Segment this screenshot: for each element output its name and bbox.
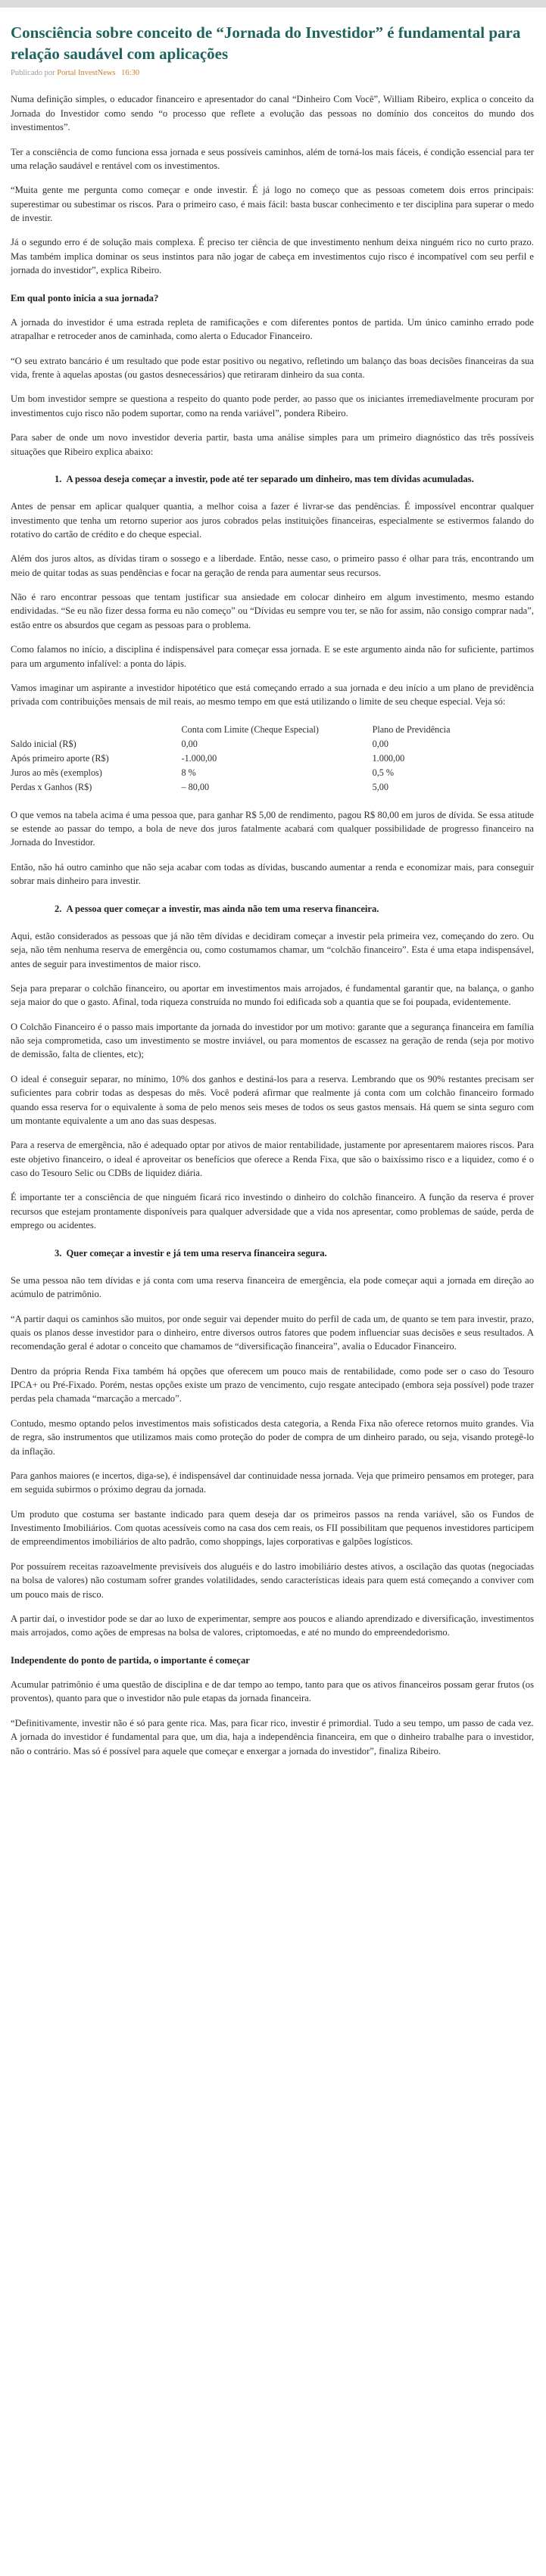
list-item-text: A pessoa deseja começar a investir, pode até ter separado um dinheiro, mas tem dívidas acumuladas.	[66, 473, 474, 484]
list-item-text: A pessoa quer começar a investir, mas ainda não tem uma reserva financeira.	[66, 903, 379, 914]
list-item	[55, 902, 519, 916]
paragraph: “Definitivamente, investir não é só para gente rica. Mas, para ficar rico, investir é primordial. Tudo a seu tempo, um passo de cada vez. A jornada do investidor é fundamental para que, um dia, haja a independência financeira, em que o dinheiro trabalhe para o investidor, não o contrário. Mas só é possível para aquele que começar e enxergar a jornada do investidor”, finaliza Ribeiro.	[11, 1717, 534, 1756]
paragraph: Então, não há outro caminho que não seja acabar com todas as dívidas, buscando aumentar a renda e economizar mais, para conseguir sobrar mais dinheiro para investir.	[11, 861, 534, 887]
paragraph: Se uma pessoa não tem dívidas e já conta com uma reserva financeira de emergência, ela pode começar aqui a jornada em direção ao acúmulo de patrimônio.	[11, 1274, 534, 1300]
section-heading: Independente do ponto de partida, o importante é começar	[11, 1654, 250, 1666]
list-item-number: 3.	[55, 1247, 62, 1258]
table-header-cell: Conta com Limite (Cheque Especial)	[181, 723, 319, 735]
paragraph: Acumular patrimônio é uma questão de disciplina e de dar tempo ao tempo, tanto para que os ativos financeiros possam gerar frutos (os proventos), quanto para que o investidor não pule etapas da jornada financeira.	[11, 1679, 534, 1704]
byline-time: 16:30	[121, 69, 140, 78]
table-cell: Juros ao mês (exemplos)	[11, 767, 102, 778]
paragraph: Para saber de onde um novo investidor deveria partir, basta uma análise simples para um primeiro diagnóstico das três possíveis situações que Ribeiro explica abaixo:	[11, 432, 534, 457]
table-header-cell: Plano de Previdência	[372, 723, 451, 735]
table-row	[11, 737, 513, 751]
paragraph: É importante ter a consciência de que ninguém ficará rico investindo o dinheiro do colchão financeiro. A função da reserva é prover recursos que estejam prontamente disponíveis para qualquer adversidade que a vida nos apresentar, como problemas de saúde, perda de emprego ou acidentes.	[11, 1192, 534, 1231]
paragraph: “Muita gente me pergunta como começar e onde investir. É já logo no começo que as pessoas cometem dois erros principais: superestimar ou subestimar os riscos. Para o primeiro caso, é mais fácil: basta buscar conhecimento e ter disciplina para superar o medo de investir.	[11, 185, 534, 224]
paragraph: Dentro da própria Renda Fixa também há opções que oferecem um pouco mais de rentabilidade, como pode ser o caso do Tesouro IPCA+ ou Pré-Fixado. Porém, nestas opções existe um prazo de vencimento, cujo resgate antecipado (embora seja possível) pode trazer perdas pela chamada “marcação a mercado”.	[11, 1365, 534, 1405]
section-heading: Em qual ponto inicia a sua jornada?	[11, 292, 159, 303]
table-header-row	[11, 723, 513, 737]
paragraph: Ter a consciência de como funciona essa jornada e seus possíveis caminhos, além de torná-los mais fáceis, é condição essencial para ter uma relação saudável e rentável com os investimentos.	[11, 146, 534, 171]
paragraph: O que vemos na tabela acima é uma pessoa que, para ganhar R$ 5,00 de rendimento, pagou R$ 80,00 em juros de dívida. Se essa atitude se estende ao passar do tempo, a bola de neve dos juros fatalmente acabará com qualquer possibilidade de progresso financeiro na Jornada do Investidor.	[11, 809, 534, 848]
paragraph: Além dos juros altos, as dívidas tiram o sossego e a liberdade. Então, nesse caso, o primeiro passo é olhar para trás, encontrando um meio de quitar todas as suas pendências e focar na geração de renda para aumentar seus recursos.	[11, 553, 534, 578]
paragraph: A jornada do investidor é uma estrada repleta de ramificações e com diferentes pontos de partida. Um único caminho errado pode atrapalhar e retroceder anos de caminhada, como alerta o Educador Financeiro.	[11, 316, 534, 342]
paragraph: Aqui, estão considerados as pessoas que já não têm dívidas e decidiram começar a investir pela primeira vez, começando do zero. Ou seja, não têm nenhuma reserva de emergência ou, como costumamos chamar, um “colchão financeiro”. Esta é uma etapa indispensável, antes de seguir para investimentos de maior risco.	[11, 930, 534, 969]
paragraph: “A partir daqui os caminhos são muitos, por onde seguir vai depender muito do perfil de cada um, de quanto se tem para investir, prazo, quais os planos desse investidor para o dinheiro, entre diversos outros fatores que podem influenciar suas decisões e seus resultados. A recomendação geral é adotar o conceito que chamamos de “diversificação financeira”, avalia o Educador Financeiro.	[11, 1313, 534, 1352]
table-cell: 0,00	[372, 738, 388, 749]
table-header-cell	[11, 723, 182, 737]
table-cell: 1.000,00	[372, 752, 405, 764]
page-title: Consciência sobre conceito de “Jornada do Investidor” é fundamental para relação saudável com aplicações	[11, 23, 521, 63]
table-cell: 8 %	[181, 767, 196, 778]
table-cell: Após primeiro aporte (R$)	[11, 752, 109, 764]
paragraph: Não é raro encontrar pessoas que tentam justificar sua ansiedade em colocar dinheiro em algum investimento, mesmo estando endividadas. “Se eu não fizer dessa forma eu não começo” ou “Dívidas eu sempre vou ter, se não for assim, não consigo comprar nada”, estão entre os absurdos que cegam as pessoas para o problema.	[11, 592, 534, 630]
paragraph: Seja para preparar o colchão financeiro, ou aportar em investimentos mais arrojados, é fundamental garantir que, na balança, o ganho seja maior do que o gasto. Afinal, toda riqueza construída no mundo foi edificada sob a quantia que se foi poupada, evidentemente.	[11, 982, 534, 1008]
paragraph: Vamos imaginar um aspirante a investidor hipotético que está começando errado a sua jornada e deu início a um plano de previdência privada com contribuições mensais de mil reais, ao mesmo tempo em que está utilizando o limite de seu cheque especial. Veja só:	[11, 682, 534, 708]
list-item-text: Quer começar a investir e já tem uma reserva financeira segura.	[66, 1247, 327, 1258]
table-cell: 5,00	[372, 781, 388, 792]
paragraph: Para ganhos maiores (e incertos, diga-se), é indispensável dar continuidade nessa jornada. Veja que primeiro pensamos em proteger, para em seguida subirmos o próximo degrau da jornada.	[11, 1470, 534, 1495]
table-cell: Perdas x Ganhos (R$)	[11, 781, 92, 792]
comparison-table	[11, 723, 513, 795]
paragraph: Contudo, mesmo optando pelos investimentos mais sofisticados desta categoria, a Renda Fixa não oferece retornos muito grandes. Via de regra, são instrumentos que utilizamos mais como proteção do poder de compra de um dinheiro parado, ou seja, visando protegê-lo da inflação.	[11, 1417, 534, 1457]
list-item-number: 2.	[55, 903, 62, 914]
list-item	[55, 472, 519, 486]
list-item	[55, 1246, 519, 1260]
paragraph: A partir daí, o investidor pode se dar ao luxo de experimentar, sempre aos poucos e aliando aprendizado e diversificação, investimentos mais arrojados, como ações de empresas na bolsa de valores, criptomoedas, e até no mundo do empreendedorismo.	[11, 1613, 534, 1638]
table-row	[11, 780, 513, 795]
paragraph: Antes de pensar em aplicar qualquer quantia, a melhor coisa a fazer é livrar-se das pendências. É impossível encontrar qualquer investimento que tenha um retorno superior aos juros cobrados pelas instituições financeiras, especialmente se estivermos falando do rotativo do cartão de crédito e do cheque especial.	[11, 501, 534, 540]
article-body	[11, 92, 534, 1758]
paragraph: Já o segundo erro é de solução mais complexa. É preciso ter ciência de que investimento nenhum deixa ninguém rico no curto prazo. Mas também implica dominar os seus instintos para não jogar de cabeça em investimentos cujo risco é incompatível com seu perfil e jornada do investidor”, explica Ribeiro.	[11, 237, 534, 276]
paragraph: Como falamos no início, a disciplina é indispensável para começar essa jornada. E se este argumento ainda não for suficiente, partimos para um argumento infalível: a ponta do lápis.	[11, 644, 534, 669]
article-content	[0, 8, 546, 1799]
table-cell: Saldo inicial (R$)	[11, 738, 76, 749]
table-row	[11, 751, 513, 766]
table-cell: 0,00	[181, 738, 198, 749]
paragraph: Um bom investidor sempre se questiona a respeito do quanto pode perder, ao passo que os iniciantes irremediavelmente procuram por investimentos cujo risco não podem suportar, como na renda variável”, pondera Ribeiro.	[11, 394, 534, 418]
byline-source-link[interactable]: Portal InvestNews	[57, 69, 116, 78]
paragraph: O ideal é conseguir separar, no mínimo, 10% dos ganhos e destiná-los para a reserva. Lembrando que os 90% restantes precisam ser suficientes para cobrir todas as despesas do mês. Você poderá afirmar que realmente já conta com um colchão financeiro formado quando essa reserva for o equivalente à soma de pelo menos seis meses de todos os seus gastos mensais. Há quem se sinta seguro com um montante equivalente a um ano das suas despesas.	[11, 1073, 534, 1126]
table-cell: – 80,00	[181, 781, 210, 792]
paragraph: Um produto que costuma ser bastante indicado para quem deseja dar os primeiros passos na renda variável, são os Fundos de Investimento Imobiliários. Com quotas acessíveis como na casa dos cem reais, os FII possibilitam que pequenos investidores participem de empreendimentos imobiliários de alto padrão, como shoppings, lajes corporativas e galpões logísticos.	[11, 1508, 534, 1548]
table-cell: -1.000,00	[181, 752, 217, 764]
list-item-number: 1.	[55, 473, 62, 484]
table-cell: 0,5 %	[372, 767, 395, 778]
paragraph: Por possuírem receitas razoavelmente previsíveis dos aluguéis e do lastro imobiliário destes ativos, a oscilação das quotas (negociadas na bolsa de valores) não costumam sofrer grandes volatilidades, sendo características ideais para quem está começando a conviver com um pouco mais de risco.	[11, 1560, 534, 1600]
top-bar	[0, 0, 546, 8]
table-row	[11, 766, 513, 780]
paragraph: O Colchão Financeiro é o passo mais importante da jornada do investidor por um motivo: garante que a segurança financeira em família não seja comprometida, caso um investimento se mostre inviável, ou para momentos de escassez na geração de renda (seja por motivo de demissão, falta de clientes, etc);	[11, 1021, 534, 1060]
paragraph: Para a reserva de emergência, não é adequado optar por ativos de maior rentabilidade, justamente por apresentarem maiores riscos. Para este objetivo financeiro, o ideal é aproveitar os benefícios que oferece a Renda Fixa, que são o baixíssimo risco e a liquidez, como é o caso do Tesouro Selic ou CDBs de liquidez diária.	[11, 1140, 534, 1179]
byline	[11, 69, 534, 77]
paragraph: Numa definição simples, o educador financeiro e apresentador do canal “Dinheiro Com Você”, William Ribeiro, explica o conceito da Jornada do Investidor como sendo “o processo que reflete a evolução das pessoas no domínio dos conceitos do mundo dos investimentos”.	[11, 94, 534, 133]
byline-prefix: Publicado por	[11, 69, 55, 78]
paragraph: “O seu extrato bancário é um resultado que pode estar positivo ou negativo, refletindo um balanço das boas decisões financeiras da sua vida, frente à aquelas apostas (ou gastos desnecessários) que retiraram dinheiro da sua conta.	[11, 355, 534, 381]
